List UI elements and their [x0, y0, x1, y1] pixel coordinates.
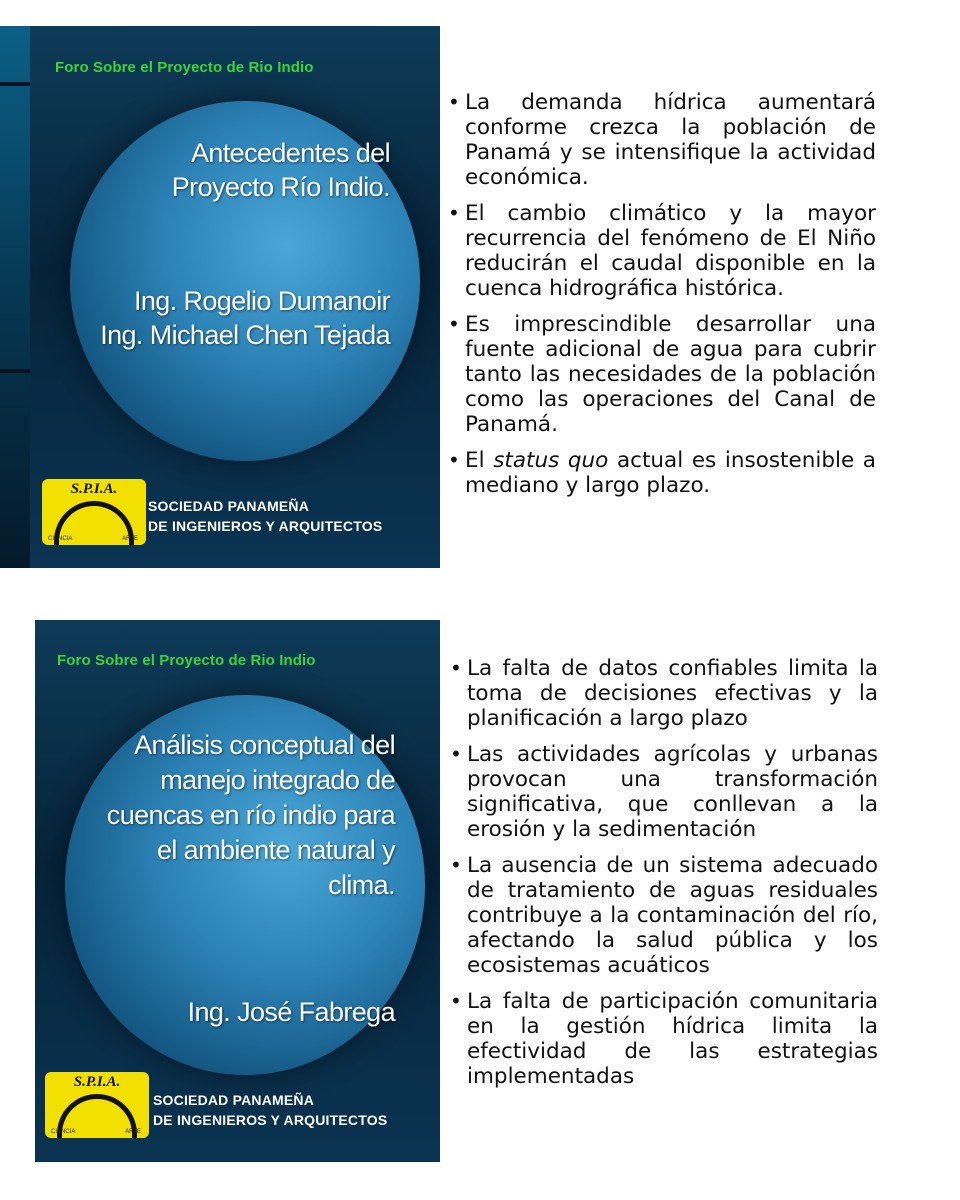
bullet-item: • La ausencia de un sistema adecuado de tratamiento de aguas residuales contribuye a la contaminación del río, afectando la salud pública y los ecosistemas acuáticos	[450, 853, 878, 978]
title-line: clima.	[328, 870, 395, 900]
forum-label: Foro Sobre el Proyecto de Rio Indio	[55, 59, 314, 76]
slide-title	[50, 136, 390, 204]
bar-divider	[0, 82, 30, 86]
slide-title	[65, 728, 395, 903]
logo-right-word: ARTE	[125, 1129, 141, 1135]
bullet-item: • La demanda hídrica aumentará conforme crezca la población de Panamá y se intensifique la actividad económica.	[448, 90, 876, 190]
bullet-italic-text: status quo	[493, 448, 609, 473]
forum-label: Foro Sobre el Proyecto de Rio Indio	[57, 652, 316, 669]
slide-analisis	[35, 620, 440, 1162]
slide-authors	[0, 284, 390, 352]
bullet-list-antecedentes	[448, 90, 876, 509]
org-line: SOCIEDAD PANAMEÑA	[148, 498, 310, 514]
bullet-item: • Las actividades agrícolas y urbanas provocan una transformación significativa, que conllevan a la erosión y la sedimentación	[450, 742, 878, 842]
bullet-item: • La falta de participación comunitaria en la gestión hídrica limita la efectividad de las estrategias implementadas	[450, 989, 878, 1089]
logo-letters: S.P.I.A.	[73, 1074, 121, 1090]
org-line: DE INGENIEROS Y ARQUITECTOS	[153, 1112, 388, 1128]
title-line: Proyecto Río Indio.	[171, 172, 390, 202]
bullet-text: El	[465, 448, 494, 473]
spia-logo	[42, 479, 146, 545]
bullet-text: actual es insostenible a mediano y largo plazo.	[465, 448, 876, 498]
slide-antecedentes	[0, 26, 440, 568]
title-line: Análisis conceptual del	[134, 730, 395, 760]
spia-logo	[45, 1072, 149, 1138]
bullet-item: • El cambio climático y la mayor recurrencia del fenómeno de El Niño reducirán el caudal disponible en la cuenca hidrográfica histórica.	[448, 201, 876, 301]
org-name	[148, 496, 382, 536]
bar-divider	[0, 369, 30, 373]
logo-left-word: CIENCIA	[51, 1129, 76, 1135]
title-line: Antecedentes del	[190, 138, 390, 168]
logo-right-word: ARTE	[122, 536, 138, 542]
org-line: DE INGENIEROS Y ARQUITECTOS	[148, 518, 383, 534]
author-line: Ing. Michael Chen Tejada	[100, 320, 390, 350]
slide-authors	[65, 995, 395, 1029]
title-line: manejo integrado de	[160, 765, 395, 795]
title-line: el ambiente natural y	[156, 835, 395, 865]
logo-left-word: CIENCIA	[48, 536, 73, 542]
logo-letters: S.P.I.A.	[70, 481, 118, 497]
bullet-item: • La falta de datos confiables limita la toma de decisiones efectivas y la planificación a largo plazo	[450, 656, 878, 731]
org-line: SOCIEDAD PANAMEÑA	[153, 1092, 315, 1108]
bullet-item	[448, 448, 876, 498]
author-line: Ing. José Fabrega	[187, 997, 395, 1027]
author-line: Ing. Rogelio Dumanoir	[133, 286, 390, 316]
org-name	[153, 1090, 387, 1130]
title-line: cuencas en río indio para	[106, 800, 395, 830]
bullet-list-analisis	[450, 656, 878, 1100]
bullet-item: • Es imprescindible desarrollar una fuente adicional de agua para cubrir tanto las necesidades de la población como las operaciones del Canal de Panamá.	[448, 312, 876, 437]
